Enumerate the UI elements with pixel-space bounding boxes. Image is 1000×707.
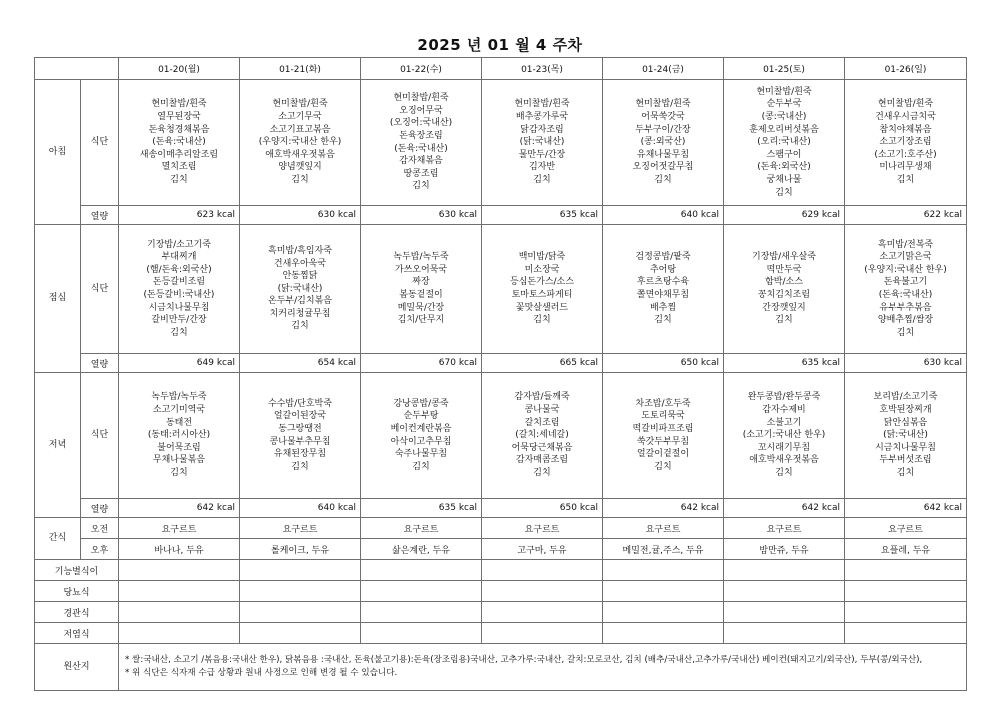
breakfast-menu-cell bbox=[603, 80, 724, 206]
menu-item: 감자채볶음 bbox=[399, 156, 443, 167]
functional-diet-row bbox=[35, 560, 967, 581]
kcal-value: 635 kcal bbox=[724, 354, 845, 373]
lunch-menu-cell bbox=[240, 225, 361, 354]
menu-item: 떡만두국 bbox=[766, 264, 802, 275]
menu-item: 꽁치김치조림 bbox=[757, 290, 811, 300]
menu-item: (소고기:국내산 한우) bbox=[742, 430, 826, 441]
empty-cell bbox=[724, 602, 845, 623]
empty-cell bbox=[482, 623, 603, 644]
snack-pm-item: 요플레, 두유 bbox=[845, 539, 967, 560]
date-header: 01-23(목) bbox=[482, 58, 603, 80]
menu-item: 녹두밥/녹두죽 bbox=[393, 252, 449, 263]
diet-label: 식단 bbox=[81, 80, 119, 206]
kcal-value: 642 kcal bbox=[845, 499, 967, 518]
breakfast-menu-cell bbox=[361, 80, 482, 206]
menu-item: 미소장국 bbox=[524, 264, 560, 275]
snack-pm-label: 오후 bbox=[81, 539, 119, 560]
menu-item: 수수밥/단호박죽 bbox=[268, 398, 332, 409]
menu-item: 두부버섯조림 bbox=[879, 455, 932, 466]
breakfast-menu-cell bbox=[119, 80, 240, 206]
menu-item: 소고기무국 bbox=[278, 112, 322, 123]
menu-item: (돈등갈비:국내산) bbox=[143, 290, 215, 300]
menu-item: 완두콩밥/완두콩죽 bbox=[747, 392, 821, 403]
menu-item: (동태:러시아산) bbox=[147, 430, 211, 441]
lunch-menu-cell bbox=[603, 225, 724, 354]
snack-pm-item: 고구마, 두유 bbox=[482, 539, 603, 560]
menu-item: 후르츠탕수육 bbox=[636, 277, 690, 288]
menu-item: 김치 bbox=[533, 315, 551, 326]
menu-item: 쫄면야채무침 bbox=[636, 290, 690, 300]
menu-item: 소고기표고볶음 bbox=[269, 124, 331, 135]
menu-item: 김치 bbox=[412, 461, 430, 472]
snack-am-item: 요구르트 bbox=[482, 518, 603, 539]
snack-am-item: 요구르트 bbox=[724, 518, 845, 539]
dinner-menu-cell bbox=[724, 373, 845, 499]
lunch-menu-cell bbox=[119, 225, 240, 354]
menu-item: 등심돈가스/소스 bbox=[510, 277, 574, 288]
menu-item: 토마토스파게티 bbox=[511, 290, 573, 300]
empty-cell bbox=[240, 602, 361, 623]
snack-pm-item: 롤케이크, 두유 bbox=[240, 539, 361, 560]
menu-item: (돈육:외국산) bbox=[757, 162, 811, 173]
breakfast-menu-row bbox=[35, 80, 967, 206]
menu-item: 유부부추볶음 bbox=[879, 302, 932, 313]
menu-item: 소고기장조림 bbox=[879, 137, 932, 148]
menu-item: 온두부/김치볶음 bbox=[268, 296, 332, 307]
menu-item: 치커리청귤무침 bbox=[269, 308, 331, 319]
origin-row bbox=[35, 644, 967, 691]
menu-item: 돈등갈비조림 bbox=[152, 277, 206, 288]
menu-item: 닭감자조림 bbox=[520, 124, 564, 135]
menu-item: 검정콩밥/팥죽 bbox=[635, 252, 691, 263]
menu-item: 김치 bbox=[775, 187, 793, 198]
menu-item: 참치야채볶음 bbox=[879, 124, 932, 135]
menu-item: 김치 bbox=[533, 467, 551, 478]
menu-item: 유채나물무침 bbox=[636, 149, 690, 160]
lunch-menu-cell bbox=[845, 225, 967, 354]
menu-item: 건새우아욱국 bbox=[273, 258, 327, 269]
menu-item: 돈육청경채볶음 bbox=[148, 124, 210, 135]
menu-item: 현미찰밥/흰죽 bbox=[877, 99, 934, 110]
empty-cell bbox=[603, 560, 724, 581]
menu-item: 현미찰밥/흰죽 bbox=[756, 86, 812, 97]
weekly-menu-table bbox=[34, 57, 967, 691]
date-header: 01-25(토) bbox=[724, 58, 845, 80]
empty-cell bbox=[119, 623, 240, 644]
menu-item: 무채나물볶음 bbox=[152, 455, 206, 466]
dinner-label: 저녁 bbox=[35, 373, 81, 518]
menu-item: (우양지:국내산 한우) bbox=[864, 264, 947, 275]
diet-label: 식단 bbox=[81, 225, 119, 354]
menu-item: (소고기:호주산) bbox=[874, 149, 937, 160]
dinner-menu-cell bbox=[119, 373, 240, 499]
menu-item: 소고기맑은국 bbox=[879, 252, 932, 263]
date-header: 01-22(수) bbox=[361, 58, 482, 80]
menu-item: 어묵당근채볶음 bbox=[511, 442, 573, 453]
snack-pm-item: 바나나, 두유 bbox=[119, 539, 240, 560]
empty-cell bbox=[361, 602, 482, 623]
menu-item: 차조밥/호두죽 bbox=[635, 398, 691, 409]
menu-item: (돈육:국내산) bbox=[878, 290, 933, 300]
menu-item: 스팸구이 bbox=[766, 149, 802, 160]
breakfast-menu-cell bbox=[724, 80, 845, 206]
menu-item: 베이컨계란볶음 bbox=[390, 423, 452, 434]
kcal-value: 650 kcal bbox=[482, 499, 603, 518]
origin-line-2: * 위 식단은 식자재 수급 상황과 원내 사정으로 인해 변경 될 수 있습니다. bbox=[125, 668, 398, 678]
origin-label: 원산지 bbox=[35, 644, 119, 691]
menu-item: 김자반 bbox=[528, 162, 556, 173]
menu-item: 김치 bbox=[170, 327, 188, 338]
menu-item: 녹두밥/녹두죽 bbox=[151, 392, 207, 403]
menu-item: 애호박새우젓볶음 bbox=[265, 149, 335, 160]
menu-item: 흑미밥/전복죽 bbox=[877, 239, 934, 250]
menu-item: 호박된장찌개 bbox=[879, 405, 932, 416]
menu-item: 김치 bbox=[896, 327, 915, 338]
menu-item: 훈제오리버섯볶음 bbox=[749, 124, 819, 135]
menu-item: 현미찰밥/흰죽 bbox=[151, 99, 207, 110]
empty-cell bbox=[603, 623, 724, 644]
kcal-value: 623 kcal bbox=[119, 206, 240, 225]
menu-item: 동그랑땡전 bbox=[278, 423, 322, 434]
menu-item: 김치 bbox=[291, 461, 309, 472]
menu-item: 꼬시래기무침 bbox=[757, 442, 811, 453]
menu-item: 꽃맛살샐러드 bbox=[515, 302, 569, 313]
menu-item: 짜장 bbox=[412, 277, 430, 288]
origin-line-1: * 쌀:국내산, 소고기 /볶음용:국내산 한우), 닭볶음용 :국내산, 돈육(불고기용):돈육(장조림용)국내산, 고추가루:국내산, 갈치:모로코산, 김치 (배추/국내산,고추가루/국내산) 베이컨(돼지고기/외국산), 두부(콩/외국산), bbox=[125, 655, 923, 665]
kcal-value: 650 kcal bbox=[603, 354, 724, 373]
menu-item: 콩나물부추무침 bbox=[269, 436, 331, 447]
menu-item: 흑미밥/흑임자죽 bbox=[268, 245, 332, 256]
menu-item: 열무된장국 bbox=[157, 112, 201, 123]
breakfast-kcal-row bbox=[35, 206, 967, 225]
snack-am-label: 오전 bbox=[81, 518, 119, 539]
menu-item: 메밀묵/간장 bbox=[397, 302, 445, 313]
menu-item: 감자밥/들깨죽 bbox=[514, 392, 570, 403]
menu-item: 배추찜 bbox=[649, 302, 677, 313]
kcal-value: 649 kcal bbox=[119, 354, 240, 373]
lunch-menu-row bbox=[35, 225, 967, 354]
kcal-value: 630 kcal bbox=[361, 206, 482, 225]
date-header: 01-24(금) bbox=[603, 58, 724, 80]
menu-item: 강낭콩밥/콩죽 bbox=[393, 398, 449, 409]
breakfast-menu-cell bbox=[482, 80, 603, 206]
menu-item: 어묵쑥갓국 bbox=[641, 112, 685, 123]
dinner-menu-cell bbox=[240, 373, 361, 499]
lunch-menu-cell bbox=[361, 225, 482, 354]
menu-item: 김치 bbox=[654, 174, 672, 185]
menu-item: 현미찰밥/흰죽 bbox=[635, 99, 691, 110]
menu-item: 시금치나물무침 bbox=[148, 302, 210, 313]
menu-item: 현미찰밥/흰죽 bbox=[393, 93, 449, 104]
menu-item: 건새우시금치국 bbox=[875, 112, 936, 123]
kcal-value: 642 kcal bbox=[603, 499, 724, 518]
empty-cell bbox=[603, 602, 724, 623]
kcal-value: 665 kcal bbox=[482, 354, 603, 373]
menu-item: 김치/단무지 bbox=[397, 315, 445, 326]
calories-label: 열량 bbox=[81, 354, 119, 373]
date-header: 01-26(일) bbox=[845, 58, 967, 80]
diabetic-diet-label: 당뇨식 bbox=[35, 581, 119, 602]
empty-cell bbox=[724, 623, 845, 644]
menu-item: 갈치조림 bbox=[524, 417, 560, 428]
dinner-menu-row bbox=[35, 373, 967, 499]
empty-cell bbox=[240, 581, 361, 602]
dinner-menu-cell bbox=[482, 373, 603, 499]
menu-item: 궁채나물 bbox=[766, 174, 802, 185]
kcal-value: 640 kcal bbox=[603, 206, 724, 225]
kcal-value: 630 kcal bbox=[845, 354, 967, 373]
menu-item: 소고기미역국 bbox=[152, 405, 206, 416]
menu-item: 기장밥/새우살죽 bbox=[752, 252, 816, 263]
menu-item: 땅콩조림 bbox=[403, 168, 439, 179]
date-header: 01-20(월) bbox=[119, 58, 240, 80]
menu-item: 김치 bbox=[896, 174, 915, 185]
kcal-value: 622 kcal bbox=[845, 206, 967, 225]
date-header: 01-21(화) bbox=[240, 58, 361, 80]
empty-cell bbox=[845, 560, 967, 581]
menu-item: 함박/소스 bbox=[765, 277, 803, 288]
empty-cell bbox=[361, 581, 482, 602]
empty-cell bbox=[724, 560, 845, 581]
menu-item: 양념깻잎지 bbox=[278, 162, 322, 173]
menu-item: 보리밥/소고기죽 bbox=[873, 392, 938, 403]
snack-pm-item: 삶은계란, 두유 bbox=[361, 539, 482, 560]
menu-item: 새송이매추리알조림 bbox=[139, 149, 219, 160]
kcal-value: 654 kcal bbox=[240, 354, 361, 373]
empty-cell bbox=[119, 581, 240, 602]
origin-text bbox=[119, 644, 967, 691]
snack-am-item: 요구르트 bbox=[119, 518, 240, 539]
menu-item: 가쓰오어묵국 bbox=[394, 264, 448, 275]
lunch-label: 점심 bbox=[35, 225, 81, 373]
menu-item: 현미찰밥/흰죽 bbox=[514, 99, 570, 110]
snack-am-item: 요구르트 bbox=[845, 518, 967, 539]
menu-item: 물만두/간장 bbox=[518, 149, 566, 160]
lunch-menu-cell bbox=[482, 225, 603, 354]
diet-label: 식단 bbox=[81, 373, 119, 499]
menu-item: 애호박새우젓볶음 bbox=[749, 455, 819, 466]
menu-item: 동태전 bbox=[165, 417, 193, 428]
snack-pm-item: 밤만쥬, 두유 bbox=[724, 539, 845, 560]
snack-am-item: 요구르트 bbox=[361, 518, 482, 539]
page-title: 2025 년 01 월 4 주차 bbox=[417, 36, 583, 54]
menu-item: (닭:국내산) bbox=[883, 430, 928, 441]
menu-item: 안동찜닭 bbox=[282, 271, 318, 282]
menu-item: 순두부국 bbox=[766, 99, 802, 110]
menu-item: 숙주나물무침 bbox=[394, 449, 448, 460]
menu-item: 떡갈비파프조림 bbox=[632, 423, 694, 434]
menu-item: 도토리묵국 bbox=[641, 411, 685, 422]
menu-item: 봄동겉절이 bbox=[399, 290, 443, 300]
menu-item: 김치 bbox=[291, 321, 309, 332]
menu-item: 유채된장무침 bbox=[273, 449, 327, 460]
tube-diet-label: 경관식 bbox=[35, 602, 119, 623]
empty-cell bbox=[482, 560, 603, 581]
menu-item: 순두부탕 bbox=[403, 411, 439, 422]
menu-item: (오징어:국내산) bbox=[389, 118, 453, 129]
menu-item: 미나리무생채 bbox=[879, 162, 932, 173]
menu-item: (콩:외국산) bbox=[640, 137, 686, 148]
diabetic-diet-row bbox=[35, 581, 967, 602]
menu-item: 김치 bbox=[291, 174, 309, 185]
menu-item: 오징어젓갈무침 bbox=[632, 162, 694, 173]
kcal-value: 629 kcal bbox=[724, 206, 845, 225]
kcal-value: 670 kcal bbox=[361, 354, 482, 373]
menu-item: 김치 bbox=[654, 315, 672, 326]
empty-cell bbox=[845, 623, 967, 644]
date-header-row bbox=[35, 58, 967, 80]
empty-cell bbox=[240, 560, 361, 581]
breakfast-label: 아침 bbox=[35, 80, 81, 225]
lunch-kcal-row bbox=[35, 354, 967, 373]
empty-cell bbox=[361, 560, 482, 581]
empty-cell bbox=[482, 602, 603, 623]
kcal-value: 630 kcal bbox=[240, 206, 361, 225]
menu-item: (갈치:세네갈) bbox=[515, 430, 569, 441]
menu-item: 김치 bbox=[775, 315, 793, 326]
menu-item: (닭:국내산) bbox=[277, 283, 323, 294]
kcal-value: 640 kcal bbox=[240, 499, 361, 518]
empty-cell bbox=[240, 623, 361, 644]
menu-item: 김치 bbox=[533, 174, 551, 185]
menu-item: (햄/돈육:외국산) bbox=[146, 264, 212, 275]
snack-label: 간식 bbox=[35, 518, 81, 560]
empty-cell bbox=[361, 623, 482, 644]
calories-label: 열량 bbox=[81, 499, 119, 518]
empty-cell bbox=[603, 581, 724, 602]
menu-item: 감자매콤조림 bbox=[515, 455, 569, 466]
menu-item: 얼갈이겉절이 bbox=[636, 449, 690, 460]
menu-item: 현미찰밥/흰죽 bbox=[272, 99, 328, 110]
lowsalt-diet-row bbox=[35, 623, 967, 644]
menu-item: 돈육장조림 bbox=[399, 130, 443, 141]
empty-cell bbox=[724, 581, 845, 602]
kcal-value: 642 kcal bbox=[724, 499, 845, 518]
menu-item: 닭안심볶음 bbox=[883, 417, 928, 428]
menu-item: 감자수제비 bbox=[762, 405, 806, 416]
menu-item: (닭:국내산) bbox=[519, 137, 565, 148]
menu-item: 멸치조림 bbox=[161, 162, 197, 173]
breakfast-menu-cell bbox=[845, 80, 967, 206]
menu-item: 소불고기 bbox=[766, 417, 802, 428]
dinner-menu-cell bbox=[361, 373, 482, 499]
menu-item: 시금치나물무침 bbox=[875, 442, 936, 453]
menu-item: 쑥갓두부무침 bbox=[636, 436, 690, 447]
snack-pm-item: 메밀전,귤,주스, 두유 bbox=[603, 539, 724, 560]
menu-item: 아삭이고추무침 bbox=[390, 436, 452, 447]
functional-diet-label: 기능별식이 bbox=[35, 560, 119, 581]
menu-item: (돈육:국내산) bbox=[394, 143, 448, 154]
menu-item: (우양지:국내산 한우) bbox=[258, 137, 342, 148]
menu-item: 김치 bbox=[170, 467, 188, 478]
empty-cell bbox=[845, 602, 967, 623]
snack-am-item: 요구르트 bbox=[240, 518, 361, 539]
menu-item: (오리:국내산) bbox=[757, 137, 811, 148]
dinner-menu-cell bbox=[603, 373, 724, 499]
lunch-menu-cell bbox=[724, 225, 845, 354]
menu-item: 백미밥/닭죽 bbox=[518, 252, 566, 263]
menu-item: 양배추찜/쌈장 bbox=[877, 315, 934, 326]
menu-item: 김치 bbox=[412, 181, 430, 192]
menu-item: 두부구이/간장 bbox=[635, 124, 691, 135]
snack-pm-row bbox=[35, 539, 967, 560]
snack-am-item: 요구르트 bbox=[603, 518, 724, 539]
dinner-menu-cell bbox=[845, 373, 967, 499]
menu-item: 콩나물국 bbox=[524, 405, 560, 416]
menu-item: 간장깻잎지 bbox=[762, 302, 806, 313]
empty-cell bbox=[119, 560, 240, 581]
tube-diet-row bbox=[35, 602, 967, 623]
corner-cell bbox=[35, 58, 119, 80]
menu-item: 얼갈이된장국 bbox=[273, 411, 327, 422]
menu-item: 김치 bbox=[654, 461, 672, 472]
kcal-value: 635 kcal bbox=[361, 499, 482, 518]
menu-item: 추어탕 bbox=[649, 264, 677, 275]
kcal-value: 642 kcal bbox=[119, 499, 240, 518]
menu-item: 김치 bbox=[896, 467, 915, 478]
menu-item: 배추콩가루국 bbox=[515, 112, 569, 123]
dinner-kcal-row bbox=[35, 499, 967, 518]
menu-item: (콩:국내산) bbox=[761, 112, 807, 123]
lowsalt-diet-label: 저염식 bbox=[35, 623, 119, 644]
menu-item: 갈비만두/간장 bbox=[151, 315, 207, 326]
menu-item: 불어묵조림 bbox=[157, 442, 201, 453]
kcal-value: 635 kcal bbox=[482, 206, 603, 225]
menu-item: 오징어무국 bbox=[399, 105, 443, 116]
empty-cell bbox=[482, 581, 603, 602]
empty-cell bbox=[845, 581, 967, 602]
menu-item: 기장밥/소고기죽 bbox=[147, 239, 211, 250]
menu-item: 부대찌개 bbox=[161, 252, 197, 263]
menu-item: 돈육불고기 bbox=[883, 277, 928, 288]
menu-item: (돈육:국내산) bbox=[152, 137, 206, 148]
breakfast-menu-cell bbox=[240, 80, 361, 206]
menu-item: 김치 bbox=[775, 467, 793, 478]
menu-item: 김치 bbox=[170, 174, 188, 185]
calories-label: 열량 bbox=[81, 206, 119, 225]
snack-am-row bbox=[35, 518, 967, 539]
empty-cell bbox=[119, 602, 240, 623]
